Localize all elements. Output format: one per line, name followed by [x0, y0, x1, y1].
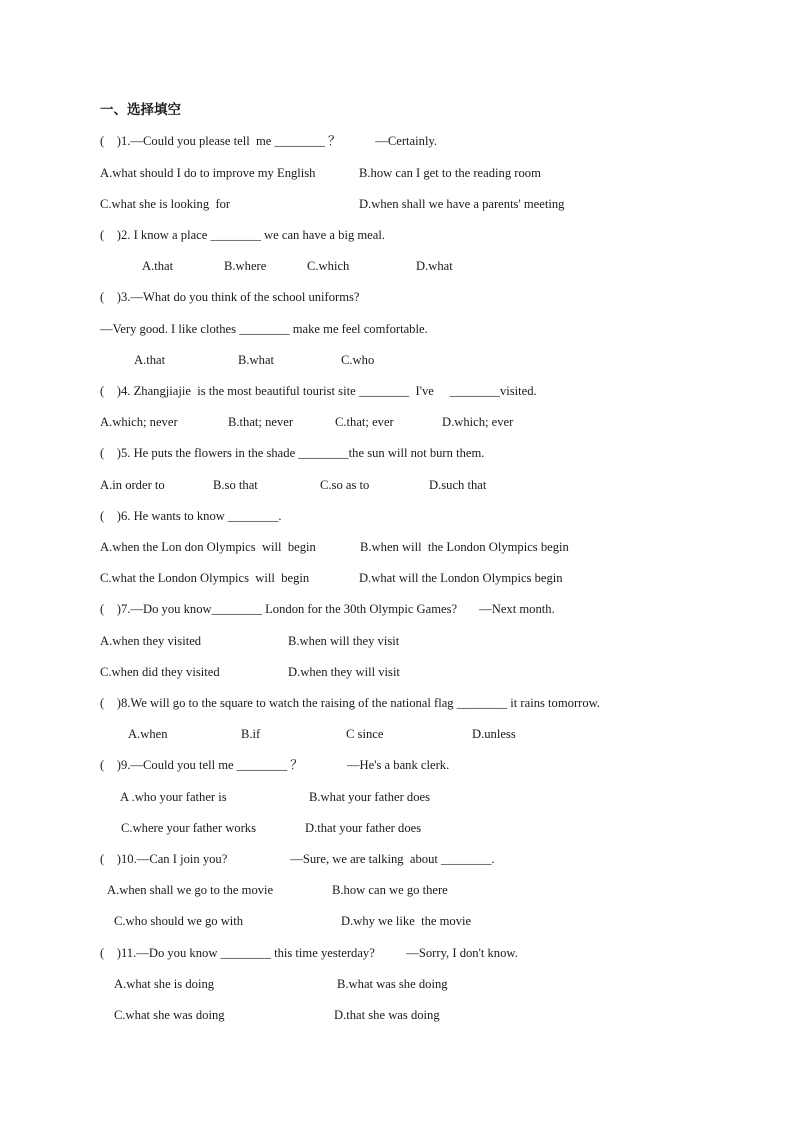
question-4-option-d: D.which; ever [442, 415, 514, 429]
question-9-stem: ( )9.—Could you tell me ________ ？ —He's a bank clerk. [100, 758, 450, 772]
question-7-option-b: B.when will they visit [288, 634, 400, 648]
question-7-stem: ( )7.—Do you know________ London for the 30th Olympic Games? —Next month. [100, 602, 555, 616]
question-9-option-b: B.what your father does [309, 790, 431, 804]
question-3-option-c: C.who [341, 353, 375, 367]
question-9-option-d: D.that your father does [305, 821, 422, 835]
question-9-option-a: A .who your father is [120, 790, 227, 804]
question-4-option-b: B.that; never [228, 415, 294, 429]
question-3-option-b: B.what [238, 353, 275, 367]
question-10-option-b: B.how can we go there [332, 883, 448, 897]
question-4-option-c: C.that; ever [335, 415, 394, 429]
question-7-option-a: A.when they visited [100, 634, 202, 648]
question-5-option-c: C.so as to [320, 478, 370, 492]
question-2-option-c: C.which [307, 259, 350, 273]
question-11-option-a: A.what she is doing [114, 977, 215, 991]
question-6-option-a: A.when the Lon don Olympics will begin [100, 540, 316, 554]
question-10-option-d: D.why we like the movie [341, 914, 472, 928]
question-5-stem: ( )5. He puts the flowers in the shade ________the sun will not burn them. [100, 446, 485, 460]
question-2-option-b: B.where [224, 259, 267, 273]
question-1-option-b: B.how can I get to the reading room [359, 166, 541, 180]
question-5-option-a: A.in order to [100, 478, 165, 492]
question-10-stem: ( )10.—Can I join you? —Sure, we are talking about ________. [100, 852, 495, 866]
question-8-option-b: B.if [241, 727, 261, 741]
question-9-option-c: C.where your father works [121, 821, 256, 835]
question-8-option-a: A.when [128, 727, 168, 741]
section-title: 一、选择填空 [100, 102, 181, 118]
question-3-stem: ( )3.—What do you think of the school uniforms? [100, 290, 360, 304]
question-11-option-c: C.what she was doing [114, 1008, 225, 1022]
question-3-dialogue: —Very good. I like clothes ________ make me feel comfortable. [100, 322, 428, 336]
question-6-option-c: C.what the London Olympics will begin [100, 571, 310, 585]
question-2-option-d: D.what [416, 259, 453, 273]
question-8-option-c: C since [346, 727, 384, 741]
question-11-option-b: B.what was she doing [337, 977, 448, 991]
question-2-stem: ( )2. I know a place ________ we can have a big meal. [100, 228, 386, 242]
question-5-option-d: D.such that [429, 478, 487, 492]
question-7-option-d: D.when they will visit [288, 665, 400, 679]
question-10-option-a: A.when shall we go to the movie [107, 883, 274, 897]
question-8-stem: ( )8.We will go to the square to watch the raising of the national flag ________ it rains tomorrow. [100, 696, 601, 710]
question-4-stem: ( )4. Zhangjiajie is the most beautiful tourist site ________ I've ________visited. [100, 384, 537, 398]
question-1-option-d: D.when shall we have a parents' meeting [359, 197, 565, 211]
question-4-option-a: A.which; never [100, 415, 178, 429]
question-5-option-b: B.so that [213, 478, 258, 492]
question-3-option-a: A.that [134, 353, 166, 367]
question-1-option-a: A.what should I do to improve my English [100, 166, 316, 180]
question-7-option-c: C.when did they visited [100, 665, 220, 679]
question-1-stem: ( )1.—Could you please tell me ________ ？ —Certainly. [100, 134, 438, 148]
question-11-stem: ( )11.—Do you know ________ this time yesterday? —Sorry, I don't know. [100, 946, 518, 960]
question-6-option-b: B.when will the London Olympics begin [360, 540, 569, 554]
question-1-option-c: C.what she is looking for [100, 197, 231, 211]
question-11-option-d: D.that she was doing [334, 1008, 440, 1022]
question-8-option-d: D.unless [472, 727, 516, 741]
question-6-option-d: D.what will the London Olympics begin [359, 571, 563, 585]
question-10-option-c: C.who should we go with [114, 914, 244, 928]
question-6-stem: ( )6. He wants to know ________. [100, 509, 282, 523]
question-2-option-a: A.that [142, 259, 174, 273]
